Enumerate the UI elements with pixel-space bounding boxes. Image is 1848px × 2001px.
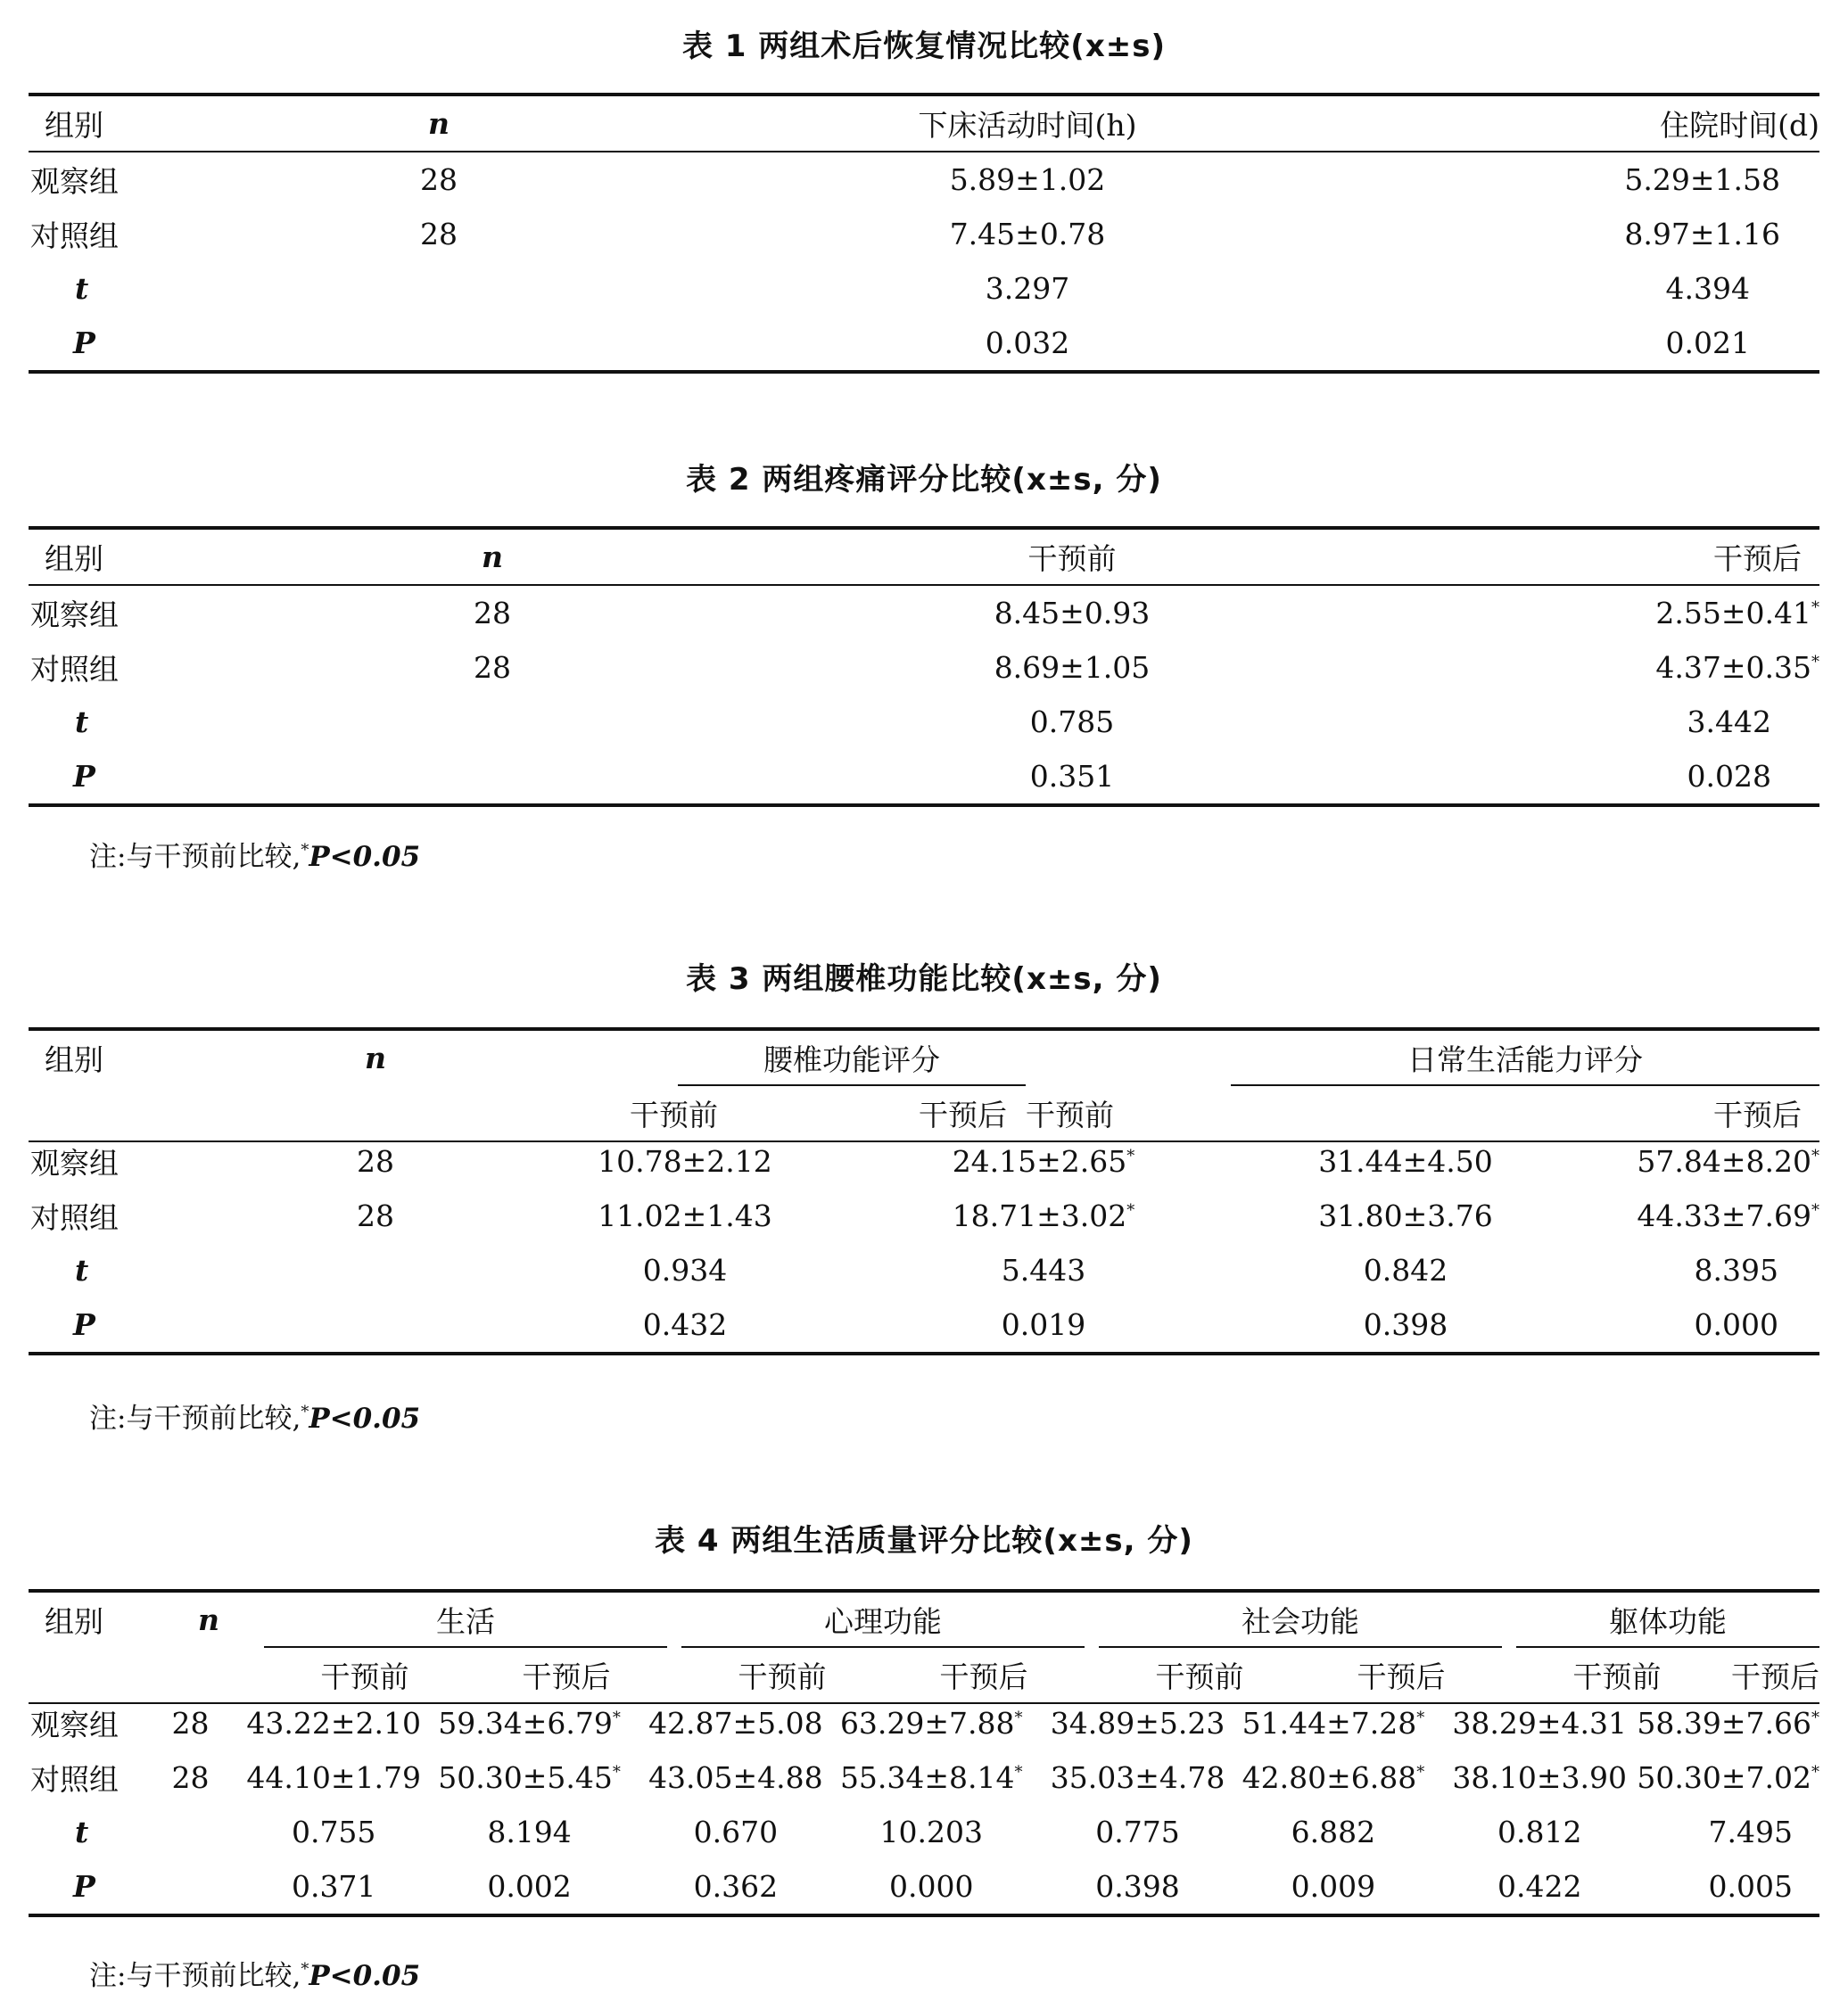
table-row bbox=[29, 1750, 1819, 1805]
cell: 8.45±0.93 bbox=[994, 596, 1151, 630]
table4-body bbox=[29, 1696, 1819, 1917]
table2-header-row bbox=[29, 528, 1819, 585]
cell bbox=[296, 749, 689, 805]
cell bbox=[296, 261, 582, 316]
cell: 0.398 bbox=[1040, 1859, 1234, 1915]
cell: 7.45±0.78 bbox=[949, 217, 1106, 251]
row-label: P bbox=[29, 316, 296, 372]
table-row bbox=[29, 1134, 1819, 1189]
header-life: 生活 bbox=[264, 1591, 667, 1647]
cell: 0.670 bbox=[693, 1815, 779, 1849]
header-n: n bbox=[296, 528, 689, 585]
table2 bbox=[29, 526, 1819, 807]
row-label: t bbox=[75, 1815, 89, 1849]
cell: 3.442 bbox=[1687, 704, 1771, 739]
header-after: 干预后 bbox=[1313, 528, 1819, 585]
cell: 0.934 bbox=[642, 1253, 728, 1288]
header-lumbar-function: 腰椎功能评分 bbox=[678, 1029, 1026, 1085]
cell: 28 bbox=[357, 1198, 394, 1233]
table-row bbox=[29, 1805, 1819, 1859]
cell: 51.44±7.28* bbox=[1242, 1706, 1425, 1741]
table-row bbox=[29, 152, 1819, 207]
table-row bbox=[29, 749, 1819, 805]
cell: 44.10±1.79 bbox=[246, 1760, 421, 1795]
cell: 0.032 bbox=[582, 316, 1242, 372]
cell: 8.69±1.05 bbox=[994, 650, 1151, 685]
cell: 38.10±3.90 bbox=[1452, 1760, 1628, 1795]
cell: 5.89±1.02 bbox=[949, 162, 1106, 197]
cell: 38.29±4.31 bbox=[1452, 1706, 1628, 1741]
header-group: 组别 bbox=[29, 1591, 153, 1647]
cell: 0.000 bbox=[1586, 1297, 1819, 1354]
cell: 11.02±1.43 bbox=[598, 1198, 772, 1233]
header-group: 组别 bbox=[29, 528, 296, 585]
cell: 0.371 bbox=[236, 1859, 431, 1915]
cell: 35.03±4.78 bbox=[1050, 1760, 1225, 1795]
cell bbox=[144, 1859, 236, 1915]
cell: 0.775 bbox=[1095, 1815, 1180, 1849]
cell: 0.000 bbox=[833, 1859, 1030, 1915]
row-label: 观察组 bbox=[30, 1708, 119, 1742]
table-row bbox=[29, 1243, 1819, 1297]
header-n: n bbox=[153, 1591, 264, 1647]
table2-caption: 表 2 两组疼痛评分比较(x±s, 分) bbox=[686, 462, 1162, 498]
table4 bbox=[29, 1589, 1819, 1704]
table4-subheader-row bbox=[29, 1647, 1819, 1703]
cell: 34.89±5.23 bbox=[1050, 1706, 1225, 1741]
table2-note: 注:与干预前比较,*P<0.05 bbox=[89, 841, 421, 873]
cell bbox=[144, 1805, 236, 1859]
cell: 59.34±6.79* bbox=[438, 1706, 621, 1741]
row-label: 观察组 bbox=[30, 1146, 119, 1181]
subheader: 干预前 bbox=[508, 1085, 1026, 1141]
table3-caption: 表 3 两组腰椎功能比较(x±s, 分) bbox=[686, 961, 1162, 997]
cell: 28 bbox=[171, 1760, 210, 1795]
header-walk-time: 下床活动时间(h) bbox=[582, 95, 1242, 152]
cell: 10.203 bbox=[879, 1815, 983, 1849]
table4-note: 注:与干预前比较,*P<0.05 bbox=[89, 1960, 421, 1992]
subheader: 干预后 bbox=[1641, 1085, 1819, 1141]
cell: 63.29±7.88* bbox=[839, 1706, 1023, 1741]
header-psychological: 心理功能 bbox=[681, 1591, 1085, 1647]
cell: 0.785 bbox=[1029, 704, 1115, 739]
row-label: 对照组 bbox=[30, 1200, 119, 1235]
cell: 0.432 bbox=[508, 1297, 862, 1354]
subheader: 干预后 bbox=[466, 1647, 667, 1703]
table4-header-row bbox=[29, 1591, 1819, 1647]
table3 bbox=[29, 1027, 1819, 1142]
cell: 57.84±8.20* bbox=[1637, 1144, 1819, 1179]
cell: 8.97±1.16 bbox=[1624, 217, 1780, 251]
subheader: 干预后 bbox=[1718, 1647, 1819, 1703]
table1 bbox=[29, 93, 1819, 374]
row-label: P bbox=[29, 1859, 144, 1915]
cell: 28 bbox=[474, 596, 511, 630]
subheader: 干预后 bbox=[1300, 1647, 1502, 1703]
cell: 0.005 bbox=[1637, 1859, 1819, 1915]
table1-caption: 表 1 两组术后恢复情况比较(x±s) bbox=[681, 29, 1167, 64]
cell: 0.422 bbox=[1442, 1859, 1637, 1915]
cell: 7.495 bbox=[1708, 1815, 1793, 1849]
cell: 10.78±2.12 bbox=[598, 1144, 772, 1179]
table-row bbox=[29, 585, 1819, 640]
cell bbox=[243, 1297, 508, 1354]
cell: 8.395 bbox=[1694, 1253, 1778, 1288]
subheader: 干预后 bbox=[1026, 1085, 1231, 1141]
cell: 0.842 bbox=[1363, 1253, 1448, 1288]
cell: 8.194 bbox=[487, 1815, 572, 1849]
subheader: 干预前 bbox=[1099, 1647, 1300, 1703]
table3-header-row bbox=[29, 1029, 1819, 1085]
cell: 0.755 bbox=[291, 1815, 376, 1849]
row-label: t bbox=[75, 271, 89, 306]
row-label: P bbox=[29, 1297, 243, 1354]
table-row bbox=[29, 1859, 1819, 1915]
table4-caption: 表 4 两组生活质量评分比较(x±s, 分) bbox=[655, 1523, 1193, 1559]
header-daily-living: 日常生活能力评分 bbox=[1231, 1029, 1819, 1085]
cell: 31.80±3.76 bbox=[1318, 1198, 1493, 1233]
row-label: 观察组 bbox=[30, 597, 119, 632]
cell: 18.71±3.02* bbox=[952, 1198, 1135, 1233]
table3-subheader-row bbox=[29, 1085, 1819, 1141]
cell: 2.55±0.41* bbox=[1655, 596, 1819, 630]
cell: 55.34±8.14* bbox=[839, 1760, 1023, 1795]
cell: 50.30±7.02* bbox=[1637, 1760, 1819, 1795]
cell: 0.019 bbox=[862, 1297, 1225, 1354]
table-row bbox=[29, 1696, 1819, 1750]
cell: 6.882 bbox=[1291, 1815, 1376, 1849]
cell: 28 bbox=[474, 650, 511, 685]
row-label: 观察组 bbox=[30, 164, 119, 199]
cell: 28 bbox=[420, 217, 458, 251]
cell: 42.80±6.88* bbox=[1242, 1760, 1425, 1795]
header-group: 组别 bbox=[29, 1029, 243, 1085]
cell: 43.05±4.88 bbox=[648, 1760, 823, 1795]
cell: 0.812 bbox=[1497, 1815, 1582, 1849]
table-row bbox=[29, 261, 1819, 316]
row-label: P bbox=[29, 749, 296, 805]
cell: 3.297 bbox=[985, 271, 1070, 306]
row-label: 对照组 bbox=[30, 1762, 119, 1797]
cell: 5.29±1.58 bbox=[1624, 162, 1780, 197]
cell: 0.362 bbox=[639, 1859, 833, 1915]
header-social: 社会功能 bbox=[1099, 1591, 1502, 1647]
cell: 0.021 bbox=[1242, 316, 1819, 372]
cell: 0.028 bbox=[1313, 749, 1819, 805]
header-n: n bbox=[243, 1029, 508, 1085]
row-label: 对照组 bbox=[30, 218, 119, 253]
cell bbox=[296, 316, 582, 372]
row-label: t bbox=[75, 704, 89, 739]
subheader: 干预前 bbox=[264, 1647, 466, 1703]
table3-body bbox=[29, 1134, 1819, 1355]
cell: 28 bbox=[171, 1706, 210, 1741]
table-row bbox=[29, 695, 1819, 749]
cell: 31.44±4.50 bbox=[1318, 1144, 1493, 1179]
header-hospital-days: 住院时间(d) bbox=[1242, 95, 1819, 152]
table1-header-row bbox=[29, 95, 1819, 152]
cell: 0.009 bbox=[1235, 1859, 1432, 1915]
subheader: 干预后 bbox=[883, 1647, 1085, 1703]
table3-note: 注:与干预前比较,*P<0.05 bbox=[89, 1403, 421, 1435]
table-row bbox=[29, 640, 1819, 695]
cell: 43.22±2.10 bbox=[246, 1706, 421, 1741]
cell: 5.443 bbox=[1001, 1253, 1086, 1288]
subheader: 干预前 bbox=[1231, 1085, 1641, 1141]
cell: 0.398 bbox=[1225, 1297, 1586, 1354]
cell: 28 bbox=[357, 1144, 394, 1179]
header-n: n bbox=[296, 95, 582, 152]
cell: 4.394 bbox=[1665, 271, 1750, 306]
subheader: 干预前 bbox=[1516, 1647, 1718, 1703]
table-row bbox=[29, 316, 1819, 372]
cell: 0.002 bbox=[431, 1859, 628, 1915]
table-row bbox=[29, 1297, 1819, 1354]
cell bbox=[243, 1243, 508, 1297]
cell: 24.15±2.65* bbox=[952, 1144, 1135, 1179]
cell bbox=[296, 695, 689, 749]
cell: 28 bbox=[420, 162, 458, 197]
row-label: 对照组 bbox=[30, 652, 119, 687]
header-group: 组别 bbox=[29, 95, 296, 152]
cell: 42.87±5.08 bbox=[648, 1706, 823, 1741]
table-row bbox=[29, 207, 1819, 261]
row-label: t bbox=[75, 1253, 89, 1288]
cell: 0.351 bbox=[689, 749, 1313, 805]
cell: 58.39±7.66* bbox=[1637, 1706, 1819, 1741]
cell: 4.37±0.35* bbox=[1655, 650, 1819, 685]
table-row bbox=[29, 1189, 1819, 1243]
header-before: 干预前 bbox=[689, 528, 1313, 585]
cell: 50.30±5.45* bbox=[438, 1760, 621, 1795]
cell: 44.33±7.69* bbox=[1637, 1198, 1819, 1233]
header-physical: 躯体功能 bbox=[1516, 1591, 1819, 1647]
subheader: 干预前 bbox=[681, 1647, 883, 1703]
